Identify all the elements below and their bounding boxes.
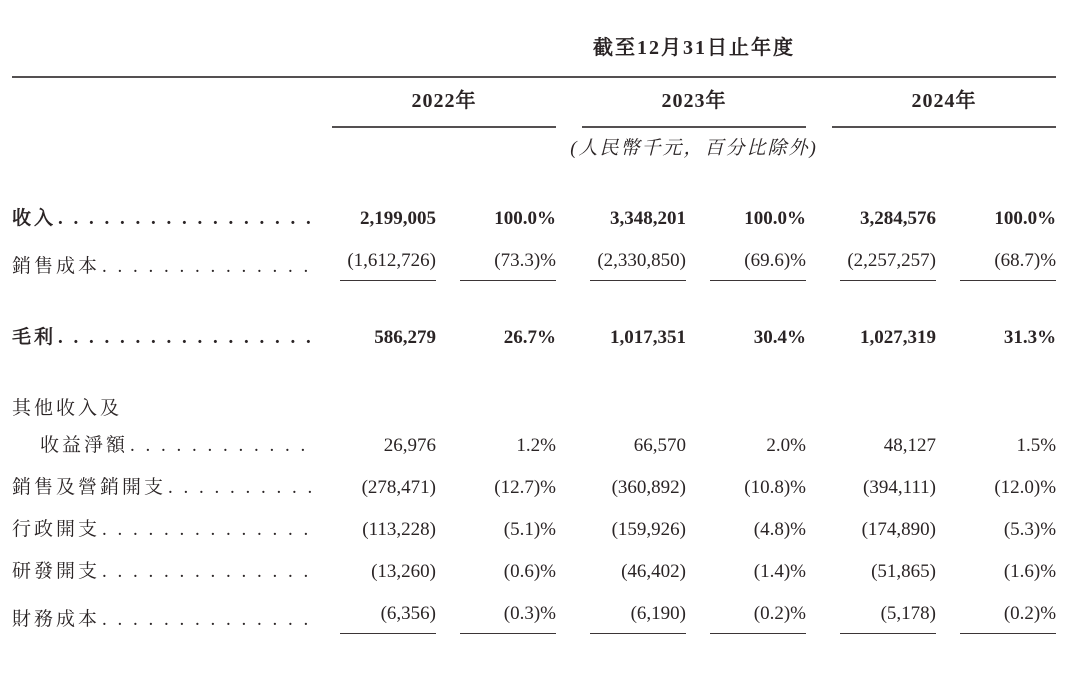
row-label-text: 研發開支 [12,561,101,582]
cell-value: (394,111) [863,477,936,498]
row-label-text: 銷售及營銷開支 [12,477,167,498]
cell-value: (2,330,850) [556,240,686,288]
row-label-text: 收益淨額 [40,435,129,456]
cell-value: (5,178) [806,593,936,641]
row-label [12,430,332,467]
table-row-other-income-line1 [12,359,1056,430]
cell-percent: (0.2)% [686,593,806,641]
cell-percent: (5.1)% [503,519,556,540]
cell-percent: (0.2)% [936,593,1056,641]
dot-leader [58,324,314,352]
table-row-gross-profit [12,288,1056,359]
cell-value: (6,190) [556,593,686,641]
cell-percent: 1.5% [1016,435,1057,456]
cell-percent [936,359,1056,430]
cell-percent: (69.6)% [686,240,806,288]
row-label-text: 毛利 [12,327,57,348]
cell-value: (360,892) [611,477,686,498]
cell-percent: (12.7)% [494,477,556,498]
year-label-2022: 2022年 [411,90,477,112]
cell-value: (174,890) [861,519,936,540]
cell-percent: (1.4)% [753,561,806,582]
cell-value: 1,027,319 [860,327,936,348]
row-label [12,240,332,288]
cell-percent: 1.2% [516,435,556,456]
cell-percent: (10.8)% [744,477,806,498]
cell-value: (2,257,257) [806,240,936,288]
cell-percent: (0.3)% [436,593,556,641]
table-row-selling-marketing [12,467,1056,509]
cell-value: (13,260) [371,561,436,582]
cell-percent: 100.0% [994,208,1057,229]
spacer-cell [12,77,332,128]
period-header-row [12,34,1056,77]
table-row-administrative [12,509,1056,551]
cell-percent: 100.0% [744,208,806,229]
dot-leader [58,205,314,233]
row-label-text: 銷售成本 [12,256,101,277]
cell-percent [686,359,806,430]
cell-percent [436,359,556,430]
cell-value: (159,926) [611,519,686,540]
dot-leader [130,432,314,460]
cell-value [556,359,686,430]
cell-percent: 100.0% [494,208,556,229]
cell-value: 3,348,201 [610,208,686,229]
cell-percent: (0.6)% [503,561,556,582]
year-column-2023 [556,77,806,128]
cell-percent: 31.3% [1003,327,1057,348]
dot-leader [102,558,314,586]
row-label [12,551,332,593]
cell-value: (51,865) [871,561,936,582]
table-row-revenue [12,163,1056,240]
cell-value: (6,356) [332,593,436,641]
cell-value: 48,127 [883,435,936,456]
year-column-2022 [332,77,556,128]
cell-percent: (5.3)% [1003,519,1057,540]
row-label-text: 其他收入及 [12,398,123,419]
row-label [12,467,332,509]
row-label [12,163,332,240]
table-row-cost-of-sales [12,240,1056,288]
year-label-2024: 2024年 [911,90,977,112]
unit-note-row [12,128,1056,163]
dot-leader [168,474,314,502]
row-label-text: 行政開支 [12,519,101,540]
cell-value: 26,976 [383,435,436,456]
cell-percent: (12.0)% [994,477,1057,498]
row-label-text: 收入 [12,208,57,229]
table-row-finance-costs [12,593,1056,641]
cell-value: (113,228) [362,519,436,540]
table-row-other-income-line2 [12,430,1056,467]
cell-percent: 26.7% [503,327,556,348]
income-statement-table [12,34,1056,641]
cell-value: 3,284,576 [860,208,936,229]
dot-leader [102,606,314,634]
cell-value: (278,471) [361,477,436,498]
spacer-cell [12,128,332,163]
cell-value: 2,199,005 [360,208,436,229]
cell-percent: 2.0% [766,435,806,456]
year-header-row [12,77,1056,128]
cell-percent: (1.6)% [1003,561,1057,582]
row-label [12,509,332,551]
row-label [12,593,332,641]
cell-percent: (68.7)% [936,240,1056,288]
cell-percent: (73.3)% [436,240,556,288]
cell-value: 586,279 [374,327,436,348]
row-label [12,359,332,430]
cell-percent: (4.8)% [753,519,806,540]
cell-value: (46,402) [621,561,686,582]
spacer-cell [12,34,332,77]
year-label-2023: 2023年 [661,90,727,112]
cell-percent: 30.4% [753,327,806,348]
row-label [12,288,332,359]
dot-leader [102,253,314,281]
cell-value: 1,017,351 [610,327,686,348]
row-label-text: 財務成本 [12,609,101,630]
cell-value [806,359,936,430]
cell-value [332,359,436,430]
period-header: 截至12月31日止年度 [332,34,1056,77]
cell-value: (1,612,726) [332,240,436,288]
year-column-2024 [806,77,1056,128]
cell-value: 66,570 [633,435,686,456]
dot-leader [102,516,314,544]
table-row-rd-expenses [12,551,1056,593]
financial-statement-page [0,34,1080,700]
unit-note: (人民幣千元，百分比除外) [570,138,818,159]
